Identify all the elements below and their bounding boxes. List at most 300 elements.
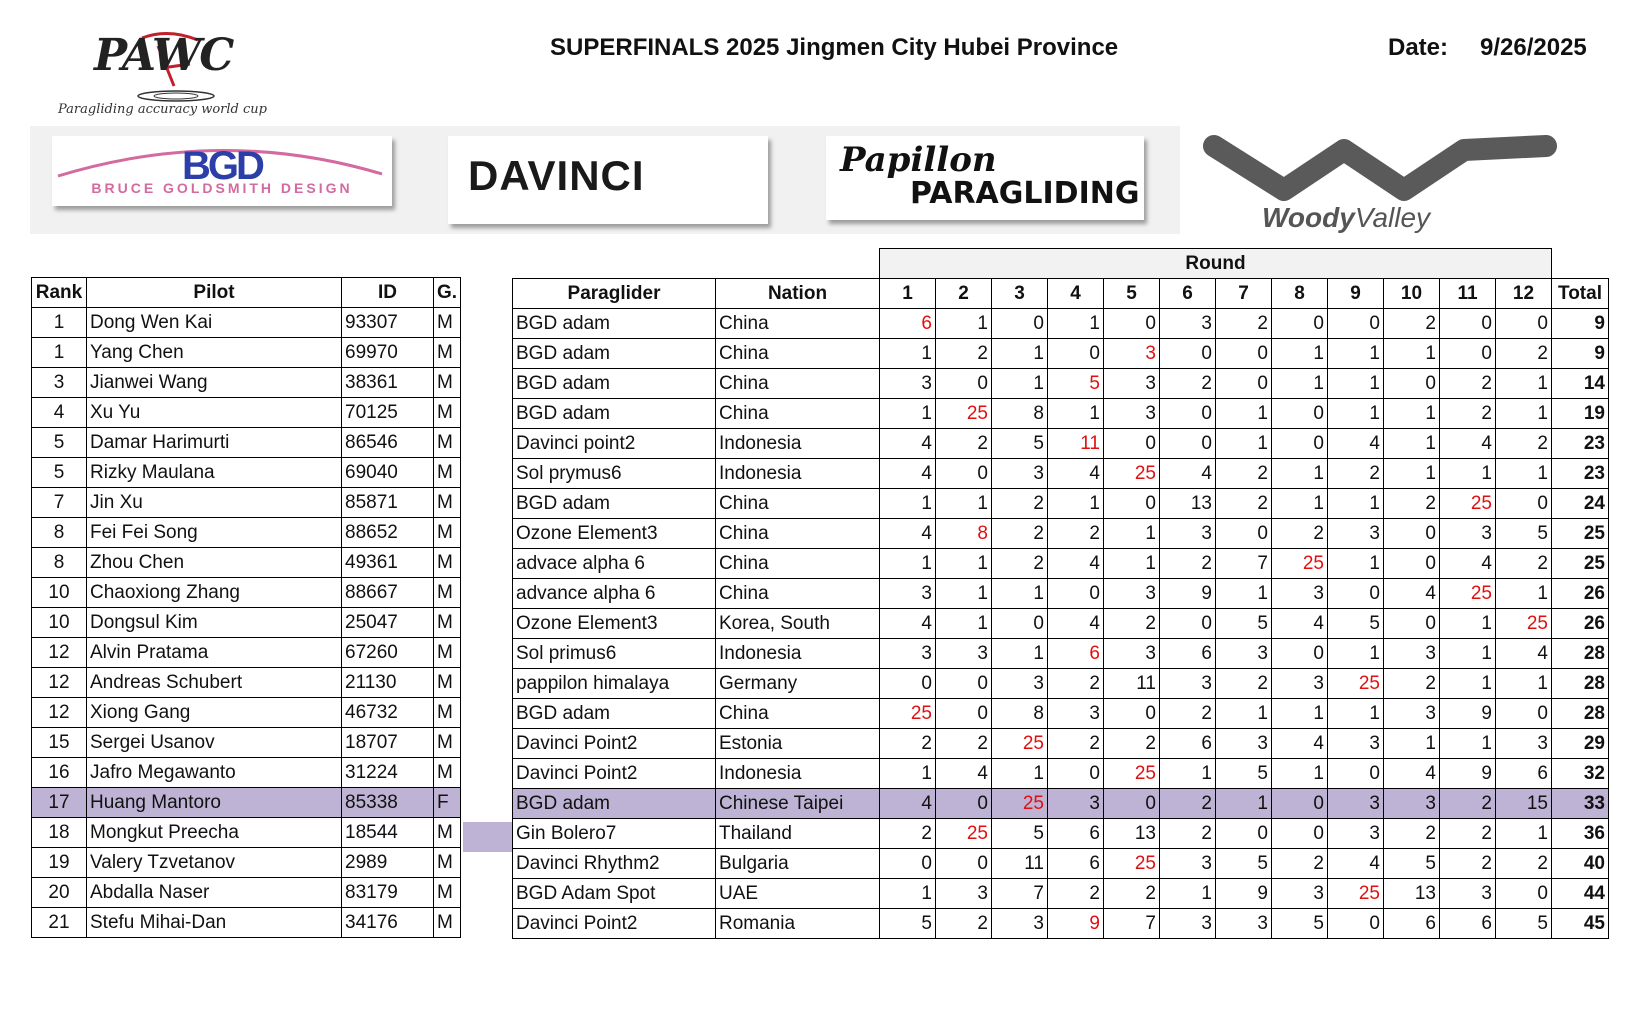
score-cell-round-7: 2 [1216, 309, 1272, 339]
score-cell-round-12: 1 [1496, 579, 1552, 609]
round-spacer [513, 249, 880, 279]
nation-cell: UAE [716, 879, 880, 909]
score-cell-round-4: 9 [1048, 909, 1104, 939]
score-cell-round-1: 4 [880, 519, 936, 549]
pilot-cell: Huang Mantoro [87, 788, 342, 818]
gender-cell: M [434, 878, 461, 908]
score-cell-round-7: 1 [1216, 399, 1272, 429]
table-row [32, 578, 461, 608]
score-cell-round-5: 2 [1104, 879, 1160, 909]
score-cell-round-6: 3 [1160, 909, 1216, 939]
rank-cell: 10 [32, 608, 87, 638]
total-cell: 45 [1552, 909, 1609, 939]
score-cell-round-5: 11 [1104, 669, 1160, 699]
score-cell-round-7: 2 [1216, 459, 1272, 489]
paraglider-cell: Davinci Point2 [513, 759, 716, 789]
score-cell-round-3: 3 [992, 909, 1048, 939]
pilot-cell: Xu Yu [87, 398, 342, 428]
score-cell-round-12: 2 [1496, 549, 1552, 579]
id-cell: 2989 [342, 848, 434, 878]
id-cell: 88667 [342, 578, 434, 608]
score-cell-round-12: 25 [1496, 609, 1552, 639]
header-round-10: 10 [1384, 279, 1440, 309]
score-cell-round-3: 1 [992, 339, 1048, 369]
score-cell-round-8: 1 [1272, 489, 1328, 519]
id-cell: 70125 [342, 398, 434, 428]
total-cell: 23 [1552, 429, 1609, 459]
score-cell-round-6: 3 [1160, 519, 1216, 549]
score-cell-round-7: 9 [1216, 879, 1272, 909]
score-cell-round-8: 1 [1272, 759, 1328, 789]
score-cell-round-5: 2 [1104, 609, 1160, 639]
score-cell-round-10: 2 [1384, 309, 1440, 339]
score-cell-round-11: 9 [1440, 759, 1496, 789]
rank-cell: 21 [32, 908, 87, 938]
table-row [32, 518, 461, 548]
score-cell-round-12: 4 [1496, 639, 1552, 669]
pilot-cell: Zhou Chen [87, 548, 342, 578]
rank-cell: 17 [32, 788, 87, 818]
score-cell-round-11: 4 [1440, 549, 1496, 579]
header-round-7: 7 [1216, 279, 1272, 309]
score-cell-round-1: 4 [880, 609, 936, 639]
score-cell-round-7: 7 [1216, 549, 1272, 579]
score-cell-round-7: 2 [1216, 669, 1272, 699]
rank-cell: 5 [32, 458, 87, 488]
rank-cell: 19 [32, 848, 87, 878]
score-cell-round-10: 0 [1384, 609, 1440, 639]
score-cell-round-3: 11 [992, 849, 1048, 879]
header-paraglider: Paraglider [513, 279, 716, 309]
header-round-2: 2 [936, 279, 992, 309]
paraglider-cell: Davinci Rhythm2 [513, 849, 716, 879]
header-round-9: 9 [1328, 279, 1384, 309]
gender-cell: M [434, 818, 461, 848]
total-cell: 33 [1552, 789, 1609, 819]
table-row [32, 428, 461, 458]
table-row [513, 819, 1609, 849]
score-cell-round-3: 7 [992, 879, 1048, 909]
score-cell-round-3: 2 [992, 519, 1048, 549]
total-cell: 29 [1552, 729, 1609, 759]
score-cell-round-6: 2 [1160, 819, 1216, 849]
score-cell-round-2: 0 [936, 789, 992, 819]
nation-cell: Bulgaria [716, 849, 880, 879]
header-gender: G. [434, 278, 461, 308]
score-cell-round-5: 1 [1104, 549, 1160, 579]
table-row [513, 519, 1609, 549]
score-cell-round-12: 1 [1496, 369, 1552, 399]
gender-cell: M [434, 608, 461, 638]
score-cell-round-11: 2 [1440, 399, 1496, 429]
total-cell: 28 [1552, 669, 1609, 699]
paraglider-cell: BGD adam [513, 699, 716, 729]
score-cell-round-9: 0 [1328, 909, 1384, 939]
score-cell-round-7: 5 [1216, 759, 1272, 789]
score-cell-round-3: 5 [992, 429, 1048, 459]
header-round-12: 12 [1496, 279, 1552, 309]
score-cell-round-8: 3 [1272, 579, 1328, 609]
score-cell-round-12: 1 [1496, 399, 1552, 429]
score-cell-round-10: 1 [1384, 729, 1440, 759]
gender-cell: M [434, 908, 461, 938]
score-cell-round-2: 1 [936, 549, 992, 579]
score-cell-round-8: 0 [1272, 819, 1328, 849]
score-cell-round-5: 0 [1104, 699, 1160, 729]
id-cell: 38361 [342, 368, 434, 398]
score-cell-round-6: 3 [1160, 309, 1216, 339]
score-cell-round-7: 3 [1216, 639, 1272, 669]
score-cell-round-5: 25 [1104, 759, 1160, 789]
score-cell-round-3: 8 [992, 399, 1048, 429]
table-row [32, 458, 461, 488]
score-cell-round-7: 5 [1216, 609, 1272, 639]
nation-cell: China [716, 579, 880, 609]
score-cell-round-6: 3 [1160, 669, 1216, 699]
table-row [32, 878, 461, 908]
table-row [32, 338, 461, 368]
score-cell-round-5: 0 [1104, 789, 1160, 819]
score-cell-round-2: 4 [936, 759, 992, 789]
id-cell: 31224 [342, 758, 434, 788]
table-row [32, 908, 461, 938]
score-cell-round-8: 4 [1272, 609, 1328, 639]
rank-cell: 8 [32, 518, 87, 548]
pilot-cell: Mongkut Preecha [87, 818, 342, 848]
score-cell-round-2: 0 [936, 369, 992, 399]
rank-cell: 8 [32, 548, 87, 578]
score-cell-round-5: 0 [1104, 429, 1160, 459]
table-row [513, 399, 1609, 429]
pilot-cell: Chaoxiong Zhang [87, 578, 342, 608]
table-row [32, 848, 461, 878]
score-cell-round-12: 5 [1496, 909, 1552, 939]
papillon-block: PARAGLIDING [910, 176, 1140, 211]
nation-cell: China [716, 309, 880, 339]
id-cell: 18707 [342, 728, 434, 758]
score-cell-round-4: 0 [1048, 339, 1104, 369]
table-row [32, 638, 461, 668]
score-cell-round-7: 3 [1216, 909, 1272, 939]
gender-cell: M [434, 698, 461, 728]
score-cell-round-6: 0 [1160, 609, 1216, 639]
score-cell-round-10: 3 [1384, 699, 1440, 729]
score-cell-round-2: 0 [936, 699, 992, 729]
gender-cell: M [434, 338, 461, 368]
paraglider-cell: pappilon himalaya [513, 669, 716, 699]
score-cell-round-8: 1 [1272, 339, 1328, 369]
score-cell-round-7: 0 [1216, 339, 1272, 369]
gender-cell: M [434, 758, 461, 788]
pilot-cell: Alvin Pratama [87, 638, 342, 668]
score-cell-round-8: 3 [1272, 669, 1328, 699]
score-cell-round-11: 2 [1440, 819, 1496, 849]
highlight-bridge [463, 822, 512, 852]
woody-word-2: Valley [1354, 202, 1431, 233]
score-cell-round-7: 5 [1216, 849, 1272, 879]
header-round-1: 1 [880, 279, 936, 309]
table-row [32, 488, 461, 518]
table-row [513, 639, 1609, 669]
score-cell-round-6: 6 [1160, 729, 1216, 759]
date-value: 9/26/2025 [1480, 34, 1587, 61]
table-row [32, 758, 461, 788]
table-row [513, 579, 1609, 609]
score-cell-round-11: 6 [1440, 909, 1496, 939]
score-cell-round-10: 4 [1384, 579, 1440, 609]
rank-cell: 20 [32, 878, 87, 908]
score-cell-round-10: 2 [1384, 669, 1440, 699]
score-cell-round-8: 1 [1272, 459, 1328, 489]
score-cell-round-9: 4 [1328, 849, 1384, 879]
score-cell-round-12: 1 [1496, 669, 1552, 699]
table-row [32, 818, 461, 848]
id-cell: 67260 [342, 638, 434, 668]
rank-cell: 12 [32, 668, 87, 698]
table-row [32, 368, 461, 398]
score-cell-round-6: 1 [1160, 879, 1216, 909]
total-cell: 14 [1552, 369, 1609, 399]
score-cell-round-4: 2 [1048, 669, 1104, 699]
pawc-subtitle: Paragliding accuracy world cup [58, 102, 267, 117]
score-cell-round-4: 2 [1048, 519, 1104, 549]
score-cell-round-9: 4 [1328, 429, 1384, 459]
nation-cell: Indonesia [716, 639, 880, 669]
total-cell: 28 [1552, 639, 1609, 669]
total-cell: 9 [1552, 339, 1609, 369]
score-cell-round-4: 6 [1048, 849, 1104, 879]
score-cell-round-1: 2 [880, 729, 936, 759]
score-cell-round-1: 2 [880, 819, 936, 849]
header-pilot: Pilot [87, 278, 342, 308]
nation-cell: Indonesia [716, 759, 880, 789]
nation-cell: China [716, 489, 880, 519]
header-nation: Nation [716, 279, 880, 309]
score-cell-round-10: 2 [1384, 819, 1440, 849]
score-cell-round-9: 3 [1328, 789, 1384, 819]
score-cell-round-7: 0 [1216, 519, 1272, 549]
score-cell-round-10: 4 [1384, 759, 1440, 789]
score-cell-round-2: 1 [936, 309, 992, 339]
score-cell-round-8: 1 [1272, 699, 1328, 729]
total-cell: 25 [1552, 549, 1609, 579]
papillon-logo [826, 136, 1144, 220]
score-cell-round-3: 5 [992, 819, 1048, 849]
score-cell-round-5: 25 [1104, 849, 1160, 879]
score-cell-round-2: 1 [936, 609, 992, 639]
score-cell-round-8: 4 [1272, 729, 1328, 759]
score-cell-round-9: 1 [1328, 399, 1384, 429]
table-row [513, 429, 1609, 459]
score-cell-round-1: 3 [880, 639, 936, 669]
pilot-cell: Jianwei Wang [87, 368, 342, 398]
pilot-table [31, 277, 461, 938]
score-cell-round-1: 1 [880, 879, 936, 909]
score-cell-round-2: 1 [936, 579, 992, 609]
id-cell: 83179 [342, 878, 434, 908]
score-cell-round-6: 0 [1160, 339, 1216, 369]
rank-cell: 1 [32, 338, 87, 368]
header-rank: Rank [32, 278, 87, 308]
table-row [513, 369, 1609, 399]
score-cell-round-9: 1 [1328, 639, 1384, 669]
total-cell: 26 [1552, 609, 1609, 639]
score-cell-round-2: 2 [936, 429, 992, 459]
nation-cell: Germany [716, 669, 880, 699]
score-cell-round-9: 1 [1328, 369, 1384, 399]
bgd-mark: BGD [182, 144, 262, 188]
score-cell-round-11: 1 [1440, 459, 1496, 489]
score-cell-round-10: 1 [1384, 339, 1440, 369]
score-cell-round-4: 11 [1048, 429, 1104, 459]
pilot-cell: Rizky Maulana [87, 458, 342, 488]
score-cell-round-9: 0 [1328, 759, 1384, 789]
score-cell-round-3: 2 [992, 489, 1048, 519]
table-row [32, 668, 461, 698]
pilot-cell: Yang Chen [87, 338, 342, 368]
table-row [513, 849, 1609, 879]
total-cell: 24 [1552, 489, 1609, 519]
gender-cell: M [434, 368, 461, 398]
id-cell: 69970 [342, 338, 434, 368]
score-cell-round-2: 8 [936, 519, 992, 549]
score-cell-round-11: 1 [1440, 639, 1496, 669]
score-cell-round-2: 2 [936, 729, 992, 759]
score-cell-round-3: 2 [992, 549, 1048, 579]
score-cell-round-6: 9 [1160, 579, 1216, 609]
score-cell-round-3: 1 [992, 639, 1048, 669]
score-cell-round-5: 1 [1104, 519, 1160, 549]
score-cell-round-4: 6 [1048, 819, 1104, 849]
rank-cell: 3 [32, 368, 87, 398]
papillon-script: Papillon [840, 140, 997, 180]
score-cell-round-9: 25 [1328, 879, 1384, 909]
score-cell-round-5: 25 [1104, 459, 1160, 489]
score-cell-round-11: 0 [1440, 309, 1496, 339]
total-cell: 25 [1552, 519, 1609, 549]
table-row [32, 308, 461, 338]
score-cell-round-4: 5 [1048, 369, 1104, 399]
nation-cell: Thailand [716, 819, 880, 849]
score-cell-round-3: 25 [992, 789, 1048, 819]
score-cell-round-9: 2 [1328, 459, 1384, 489]
score-cell-round-5: 3 [1104, 369, 1160, 399]
header-round-3: 3 [992, 279, 1048, 309]
scores-table [512, 248, 1609, 939]
round-spacer-right [1552, 249, 1609, 279]
score-cell-round-6: 2 [1160, 789, 1216, 819]
id-cell: 18544 [342, 818, 434, 848]
gender-cell: M [434, 578, 461, 608]
nation-cell: Estonia [716, 729, 880, 759]
score-cell-round-6: 6 [1160, 639, 1216, 669]
pilot-cell: Damar Harimurti [87, 428, 342, 458]
score-cell-round-1: 1 [880, 489, 936, 519]
table-row [513, 459, 1609, 489]
score-cell-round-3: 1 [992, 759, 1048, 789]
rank-cell: 5 [32, 428, 87, 458]
id-cell: 93307 [342, 308, 434, 338]
nation-cell: China [716, 399, 880, 429]
paraglider-cell: BGD adam [513, 489, 716, 519]
nation-cell: Chinese Taipei [716, 789, 880, 819]
score-cell-round-2: 0 [936, 459, 992, 489]
score-cell-round-9: 3 [1328, 519, 1384, 549]
score-cell-round-1: 3 [880, 579, 936, 609]
score-cell-round-12: 0 [1496, 489, 1552, 519]
score-cell-round-3: 0 [992, 309, 1048, 339]
score-cell-round-12: 1 [1496, 459, 1552, 489]
score-cell-round-12: 1 [1496, 819, 1552, 849]
id-cell: 85871 [342, 488, 434, 518]
score-cell-round-6: 2 [1160, 369, 1216, 399]
score-cell-round-12: 3 [1496, 729, 1552, 759]
score-cell-round-7: 1 [1216, 789, 1272, 819]
pilot-cell: Fei Fei Song [87, 518, 342, 548]
score-cell-round-6: 1 [1160, 759, 1216, 789]
gender-cell: M [434, 638, 461, 668]
header-round-11: 11 [1440, 279, 1496, 309]
score-cell-round-4: 4 [1048, 549, 1104, 579]
nation-cell: Indonesia [716, 429, 880, 459]
bgd-text: BRUCE GOLDSMITH DESIGN [91, 180, 353, 196]
pilot-cell: Sergei Usanov [87, 728, 342, 758]
score-cell-round-1: 1 [880, 549, 936, 579]
pilot-cell: Stefu Mihai-Dan [87, 908, 342, 938]
header-id: ID [342, 278, 434, 308]
paraglider-cell: BGD adam [513, 309, 716, 339]
score-cell-round-11: 25 [1440, 489, 1496, 519]
paraglider-cell: Davinci Point2 [513, 729, 716, 759]
rank-cell: 7 [32, 488, 87, 518]
score-cell-round-3: 3 [992, 459, 1048, 489]
gender-cell: M [434, 398, 461, 428]
paraglider-cell: Ozone Element3 [513, 609, 716, 639]
score-cell-round-10: 13 [1384, 879, 1440, 909]
score-cell-round-12: 6 [1496, 759, 1552, 789]
score-cell-round-9: 1 [1328, 549, 1384, 579]
score-cell-round-5: 7 [1104, 909, 1160, 939]
score-cell-round-9: 3 [1328, 819, 1384, 849]
score-cell-round-8: 0 [1272, 639, 1328, 669]
score-cell-round-3: 1 [992, 579, 1048, 609]
paraglider-cell: Sol prymus6 [513, 459, 716, 489]
score-cell-round-11: 4 [1440, 429, 1496, 459]
nation-cell: Korea, South [716, 609, 880, 639]
score-cell-round-8: 5 [1272, 909, 1328, 939]
score-cell-round-11: 2 [1440, 789, 1496, 819]
score-cell-round-2: 0 [936, 669, 992, 699]
score-cell-round-6: 0 [1160, 399, 1216, 429]
total-cell: 40 [1552, 849, 1609, 879]
nation-cell: China [716, 699, 880, 729]
table-row [513, 879, 1609, 909]
date-label: Date: [1388, 34, 1449, 61]
score-cell-round-3: 1 [992, 369, 1048, 399]
score-cell-round-4: 6 [1048, 639, 1104, 669]
score-cell-round-4: 2 [1048, 879, 1104, 909]
pilot-cell: Xiong Gang [87, 698, 342, 728]
gender-cell: M [434, 548, 461, 578]
paraglider-cell: Gin Bolero7 [513, 819, 716, 849]
header-round-4: 4 [1048, 279, 1104, 309]
score-cell-round-4: 4 [1048, 609, 1104, 639]
round-label: Round [880, 249, 1552, 279]
score-cell-round-9: 0 [1328, 309, 1384, 339]
paraglider-cell: BGD adam [513, 789, 716, 819]
nation-cell: China [716, 369, 880, 399]
score-cell-round-5: 0 [1104, 309, 1160, 339]
